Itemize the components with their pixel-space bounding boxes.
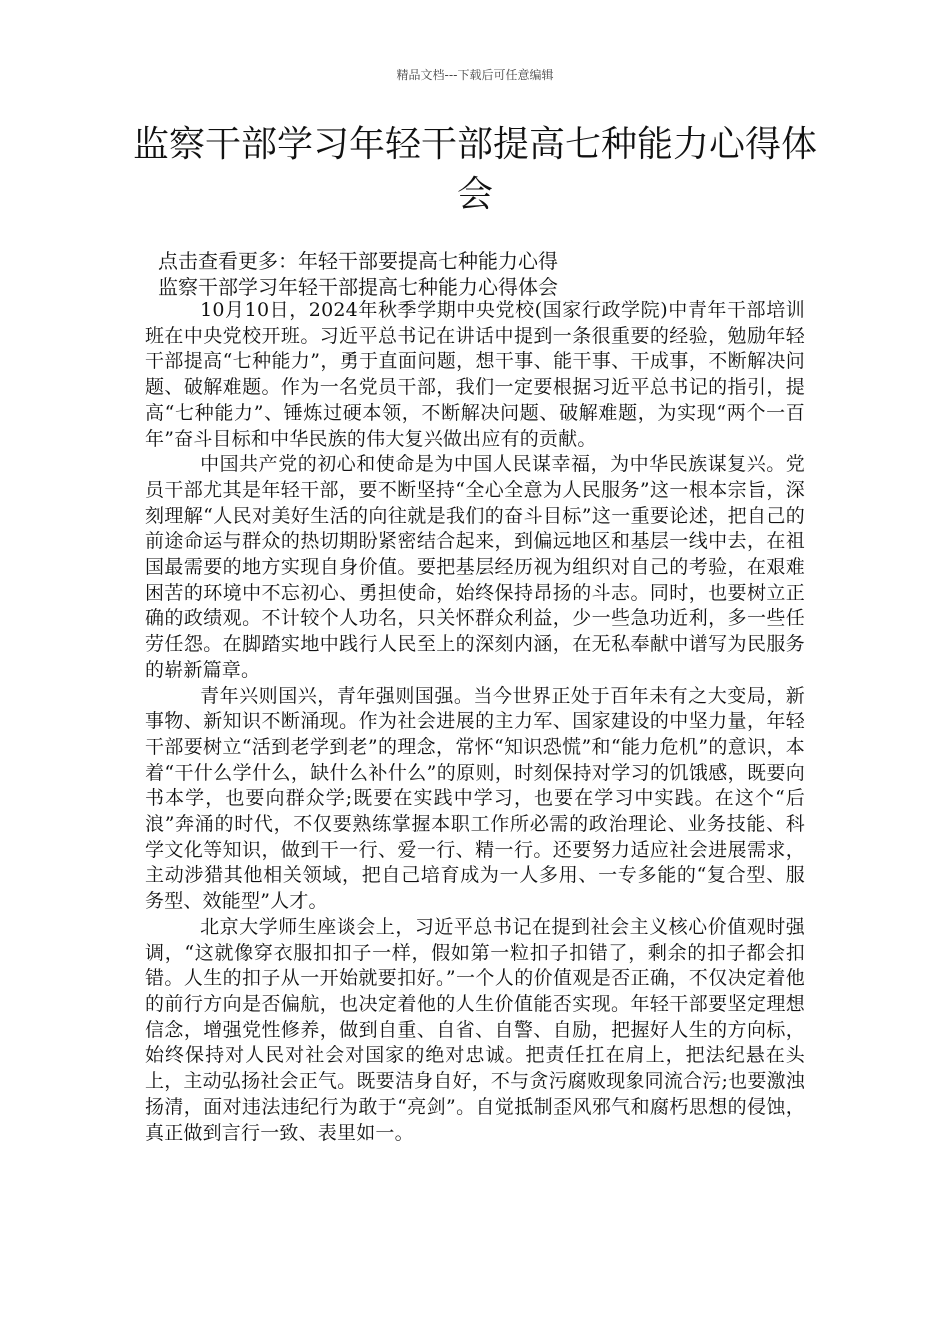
page-header-note: 精品文档---下载后可任意编辑 xyxy=(396,68,554,82)
document-title: 监察干部学习年轻干部提高七种能力心得体会 xyxy=(132,124,817,215)
related-link-line[interactable]: 点击查看更多：年轻干部要提高七种能力心得 xyxy=(158,249,558,273)
paragraph-2: 中国共产党的初心和使命是为中国人民谋幸福，为中华民族谋复兴。党员干部尤其是年轻干部，要不断坚持“全心全意为人民服务”这一根本宗旨，深刻理解“人民对美好生活的向往就是我们的奋斗目标”这一重要论述，把自己的前途命运与群众的热切期盼紧密结合起来，到偏远地区和基层一线中去，在祖国最需要的地方实现自身价值。要把基层经历视为组织对自己的考验，在艰难困苦的环境中不忘初心、勇担使命，始终保持昂扬的斗志。同时，也要树立正确的政绩观。不计较个人功名，只关怀群众利益，少一些急功近利，多一些任劳任怨。在脚踏实地中践行人民至上的深刻内涵，在无私奉献中谱写为民服务的崭新篇章。 xyxy=(145,453,805,681)
paragraph-3: 青年兴则国兴，青年强则国强。当今世界正处于百年未有之大变局，新事物、新知识不断涌现。作为社会进展的主力军、国家建设的中坚力量，年轻干部要树立“活到老学到老”的理念，常怀“知识恐慌”和“能力危机”的意识，本着“干什么学什么，缺什么补什么”的原则，时刻保持对学习的饥饿感，既要向书本学，也要向群众学;既要在实践中学习，也要在学习中实践。在这个“后浪”奔涌的时代，不仅要熟练掌握本职工作所必需的政治理论、业务技能、科学文化等知识，做到干一行、爱一行、精一行。还要努力适应社会进展需求，主动涉猎其他相关领域，把自己培育成为一人多用、一专多能的“复合型、服务型、效能型”人才。 xyxy=(145,684,805,913)
paragraph-4: 北京大学师生座谈会上，习近平总书记在提到社会主义核心价值观时强调，“这就像穿衣服扣扣子一样，假如第一粒扣子扣错了，剩余的扣子都会扣错。人生的扣子从一开始就要扣好。”一个人的价值观是否正确，不仅决定着他的前行方向是否偏航，也决定着他的人生价值能否实现。年轻干部要坚定理想信念，增强党性修养，做到自重、自省、自警、自励，把握好人生的方向标，始终保持对人民对社会对国家的绝对忠诚。把责任扛在肩上，把法纪悬在头上，主动弘扬社会正气。既要洁身自好，不与贪污腐败现象同流合污;也要激浊扬清，面对违法违纪行为敢于“亮剑”。自觉抵制歪风邪气和腐朽思想的侵蚀，真正做到言行一致、表里如一。 xyxy=(145,915,805,1144)
paragraph-1: 10月10日，2024年秋季学期中央党校(国家行政学院)中青年干部培训班在中央党校开班。习近平总书记在讲话中提到一条很重要的经验，勉励年轻干部提高“七种能力”，勇于直面问题，想干事、能干事、干成事，不断解决问题、破解难题。作为一名党员干部，我们一定要根据习近平总书记的指引，提高“七种能力”、锤炼过硬本领，不断解决问题、破解难题，为实现“两个一百年”奋斗目标和中华民族的伟大复兴做出应有的贡献。 xyxy=(145,299,805,450)
article-subtitle: 监察干部学习年轻干部提高七种能力心得体会 xyxy=(158,275,558,299)
article-body xyxy=(145,298,805,1146)
related-links xyxy=(158,248,818,300)
